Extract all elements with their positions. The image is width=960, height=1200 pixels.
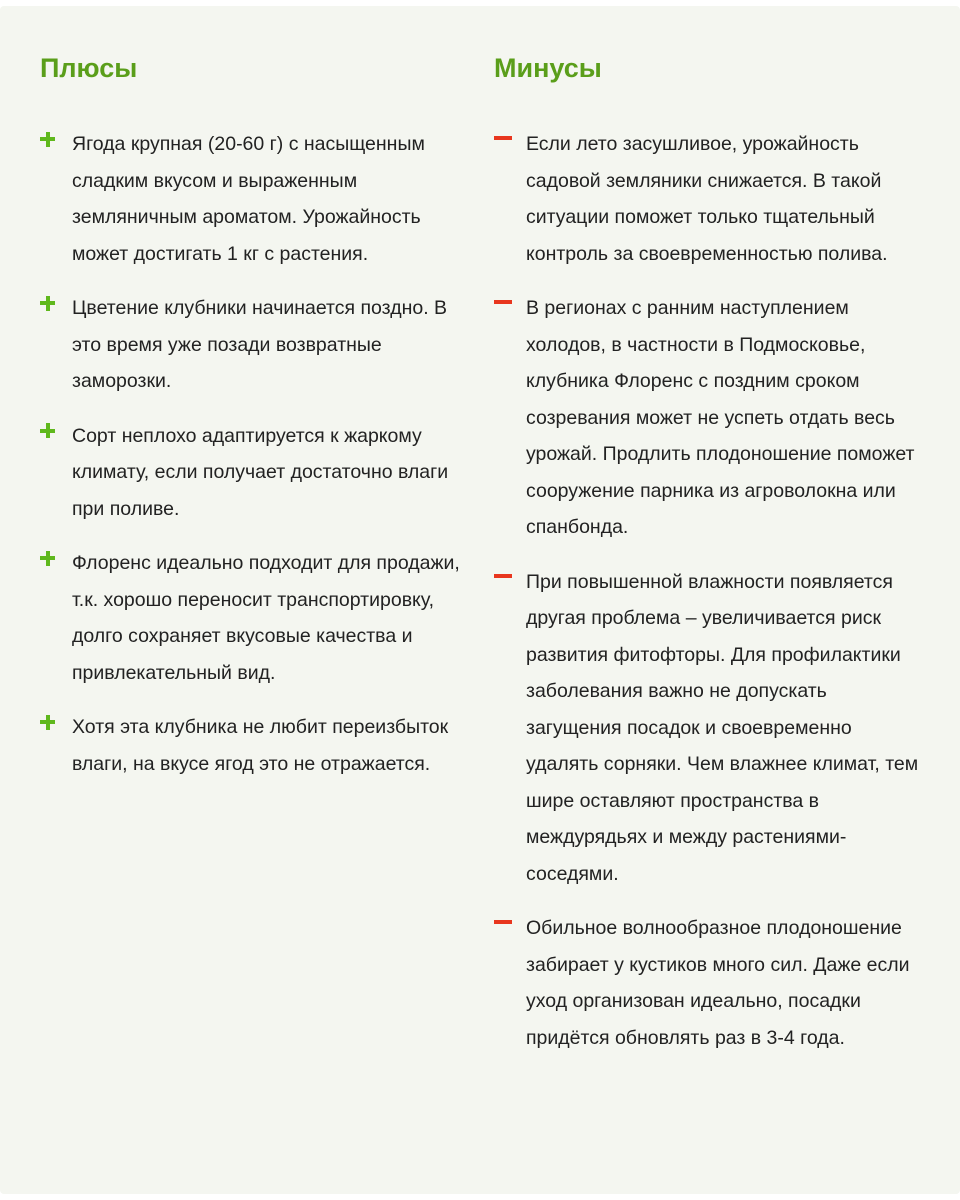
- minus-icon: [494, 910, 512, 946]
- pros-item: [40, 418, 470, 528]
- cons-item: [494, 910, 924, 1056]
- cons-item-text: При повышенной влажности появляется другая проблема – увеличивается риск развития фитофторы. Для профилактики заболевания важно не допускать загущения посадок и своевременно удалять сорняки. Чем влажнее климат, тем шире оставляют пространства в междурядьях и между растениями-соседями.: [526, 570, 919, 885]
- pros-item: [40, 126, 470, 272]
- pros-column: [40, 50, 470, 800]
- pros-item: [40, 709, 470, 782]
- cons-item-text: В регионах с ранним наступлением холодов, в частности в Подмосковье, клубника Флоренс с поздним сроком созревания может не успеть отдать весь урожай. Продлить плодоношение поможет сооружение парника из агроволокна или спанбонда.: [526, 297, 915, 538]
- cons-list: [494, 126, 924, 1056]
- plus-icon: [40, 545, 58, 581]
- pros-item: [40, 545, 470, 691]
- minus-icon: [494, 564, 512, 600]
- plus-icon: [40, 290, 58, 326]
- pros-item-text: Флоренс идеально подходит для продажи, т.к. хорошо переносит транспортировку, долго сохраняет вкусовые качества и привлекательный вид.: [72, 552, 460, 684]
- plus-icon: [40, 709, 58, 745]
- pros-cons-card: [0, 6, 960, 1194]
- pros-item-text: Сорт неплохо адаптируется к жаркому климату, если получает достаточно влаги при поливе.: [72, 424, 449, 520]
- cons-item: [494, 126, 924, 272]
- pros-item-text: Цветение клубники начинается поздно. В это время уже позади возвратные заморозки.: [72, 297, 448, 392]
- cons-item-text: Если лето засушливое, урожайность садовой земляники снижается. В такой ситуации поможет только тщательный контроль за своевременностью полива.: [526, 133, 888, 265]
- pros-item-text: Хотя эта клубника не любит переизбыток влаги, на вкусе ягод это не отражается.: [72, 716, 449, 775]
- plus-icon: [40, 126, 58, 162]
- pros-title: Плюсы: [40, 53, 138, 83]
- cons-title: Минусы: [494, 53, 602, 83]
- pros-item: [40, 290, 470, 400]
- cons-item: [494, 290, 924, 546]
- plus-icon: [40, 418, 58, 454]
- pros-list: [40, 126, 470, 782]
- pros-item-text: Ягода крупная (20-60 г) с насыщенным сладким вкусом и выраженным земляничным ароматом. Урожайность может достигать 1 кг с растения.: [72, 133, 425, 265]
- minus-icon: [494, 126, 512, 162]
- minus-icon: [494, 290, 512, 326]
- cons-item: [494, 564, 924, 893]
- cons-item-text: Обильное волнообразное плодоношение забирает у кустиков много сил. Даже если уход организован идеально, посадки придётся обновлять раз в 3-4 года.: [526, 917, 910, 1049]
- cons-column: [494, 50, 924, 1074]
